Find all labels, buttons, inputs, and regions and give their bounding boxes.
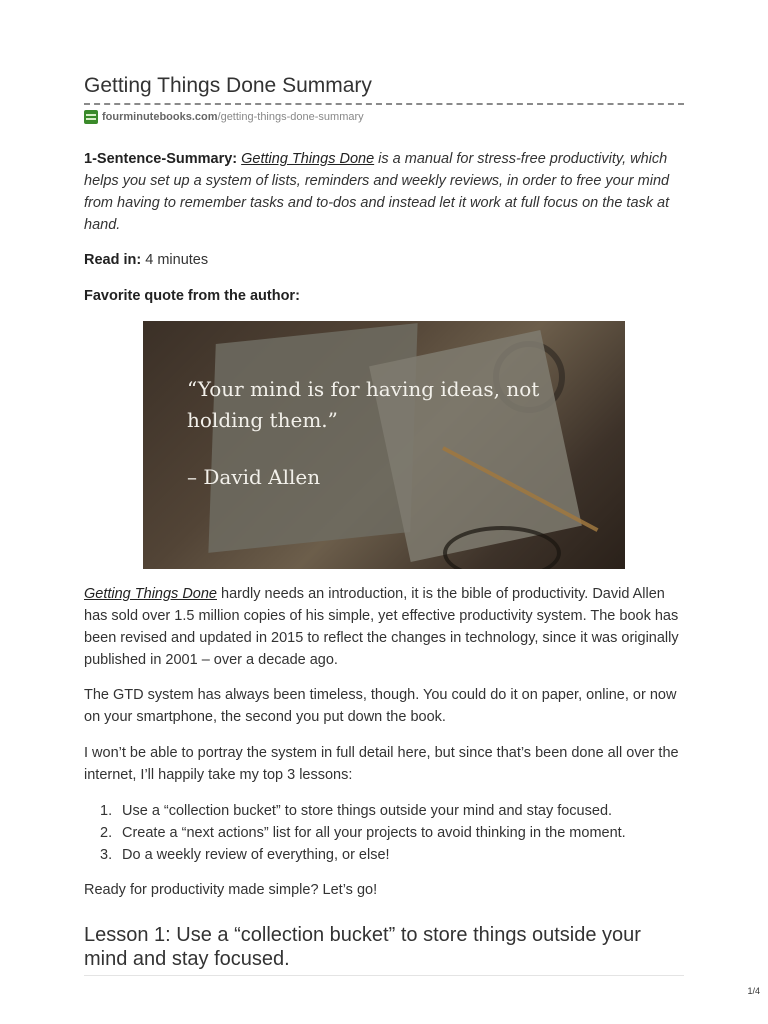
page-number: 1/4: [747, 986, 760, 996]
list-item-text: Create a “next actions” list for all your projects to avoid thinking in the moment.: [122, 825, 626, 841]
favorite-quote-heading: [84, 285, 684, 307]
ready-paragraph: Ready for productivity made simple? Let’s go!: [84, 882, 378, 898]
quote-image: [143, 321, 625, 569]
lessons-intro-paragraph: I won’t be able to portray the system in full detail here, but since that’s been done all over the internet, I’ll happily take my top 3 lessons:: [84, 745, 679, 783]
heading-divider: [84, 975, 684, 976]
intro-paragraph: [84, 583, 684, 671]
lesson-1-heading: Lesson 1: Use a “collection bucket” to store things outside your mind and stay focused.: [84, 924, 641, 970]
book-link-2[interactable]: Getting Things Done: [84, 586, 217, 602]
quote-author: – David Allen: [187, 465, 321, 489]
summary-paragraph: [84, 148, 684, 236]
list-item-number: 3.: [100, 847, 113, 863]
source-link[interactable]: [84, 109, 364, 125]
read-time: [84, 249, 684, 271]
gtd-paragraph: The GTD system has always been timeless, though. You could do it on paper, online, or now on your smartphone, the second you put down the book.: [84, 687, 677, 725]
book-link[interactable]: Getting Things Done: [241, 151, 375, 167]
list-item: [84, 822, 684, 844]
list-item-text: Use a “collection bucket” to store things outside your mind and stay focused.: [122, 803, 613, 819]
source-domain[interactable]: fourminutebooks.com: [102, 111, 218, 123]
read-time-label: Read in:: [84, 252, 142, 268]
list-item-text: Do a weekly review of everything, or else!: [122, 847, 390, 863]
intro-text: hardly needs an introduction, it is the bible of productivity. David Allen has sold over 1.5 million copies of his simple, yet effective productivity system. The book has been revised and updated in 2015 to reflect the changes in technology, since it was originally published in 2001 – over a decade ago.: [84, 586, 679, 668]
list-item: [84, 844, 684, 866]
list-item-number: 1.: [100, 803, 113, 819]
list-item-number: 2.: [100, 825, 113, 841]
site-logo-icon: [84, 110, 98, 124]
read-time-value: 4 minutes: [141, 252, 209, 268]
lessons-list: [84, 800, 684, 866]
source-path[interactable]: /getting-things-done-summary: [217, 111, 364, 123]
summary-text: is a manual for stress-free productivity, which helps you set up a system of lists, reminders and weekly reviews, in order to free your mind from having to remember tasks and to-dos and instead let it work at full focus on the task at hand.: [84, 151, 670, 233]
page-title: Getting Things Done Summary: [84, 74, 372, 97]
title-divider: [84, 103, 684, 105]
summary-label: 1-Sentence-Summary:: [84, 151, 238, 167]
list-item: [84, 800, 684, 822]
quote-text: “Your mind is for having ideas, not holding them.”: [187, 377, 540, 432]
favorite-quote-label: Favorite quote from the author:: [84, 288, 300, 304]
